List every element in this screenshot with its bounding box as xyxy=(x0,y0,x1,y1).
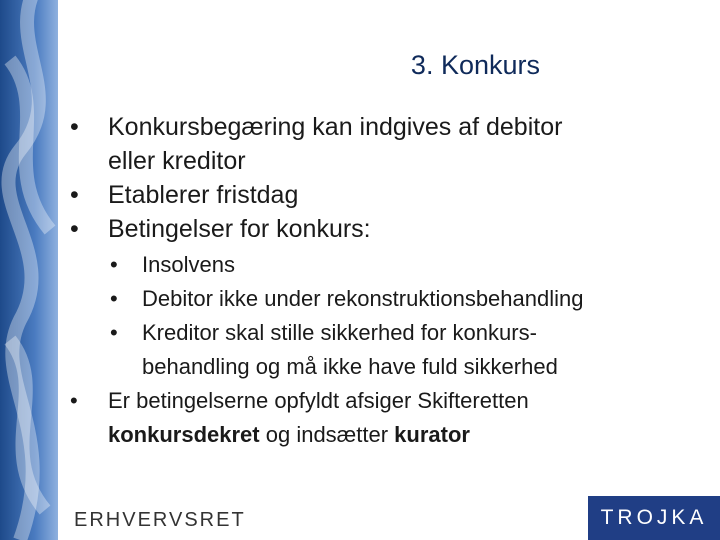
bullet-text: Etablerer fristdag xyxy=(108,181,299,209)
sub-bullet-item xyxy=(70,248,710,282)
sub-bullet-continuation: behandling og må ikke have fuld sikkerhed xyxy=(142,354,558,379)
bullet-dot: • xyxy=(70,388,78,413)
bullet-item xyxy=(70,212,710,246)
bullet-continuation: eller kreditor xyxy=(108,147,246,175)
bullet-dot: • xyxy=(70,113,79,141)
bullet-dot: • xyxy=(70,181,79,209)
bold-term: kurator xyxy=(394,422,470,447)
bullet-item xyxy=(70,178,710,212)
sub-bullet-text: Debitor ikke under rekonstruktionsbehandling xyxy=(142,286,584,311)
bullet-text: Er betingelserne opfyldt afsiger Skifteretten xyxy=(108,388,529,413)
decorative-paragraph-strip xyxy=(0,0,58,540)
bullet-dot: • xyxy=(70,215,79,243)
bullet-dot: • xyxy=(110,286,118,311)
logo-text: TROJKA xyxy=(600,506,708,529)
bullet-item xyxy=(70,384,710,418)
slide-title: 3. Konkurs xyxy=(410,50,540,80)
bullet-text: Betingelser for konkurs: xyxy=(108,215,371,243)
bullet-dot: • xyxy=(110,252,118,277)
footer-label: ERHVERVSRET xyxy=(74,509,246,531)
paragraph-sign-icon xyxy=(0,0,58,540)
trojka-logo xyxy=(588,496,720,540)
sub-bullet-text: Insolvens xyxy=(142,252,235,277)
bullet-continuation xyxy=(70,418,710,452)
bullet-text: og indsætter xyxy=(259,422,395,447)
sub-bullet-item xyxy=(70,316,710,350)
bullet-item xyxy=(70,110,710,144)
bullet-text: Konkursbegæring kan indgives af debitor xyxy=(108,113,563,141)
bold-term: konkursdekret xyxy=(108,422,260,447)
sub-bullet-item xyxy=(70,282,710,316)
bullet-list xyxy=(70,110,710,452)
bullet-dot: • xyxy=(110,320,118,345)
sub-bullet-text: Kreditor skal stille sikkerhed for konkurs- xyxy=(142,320,537,345)
